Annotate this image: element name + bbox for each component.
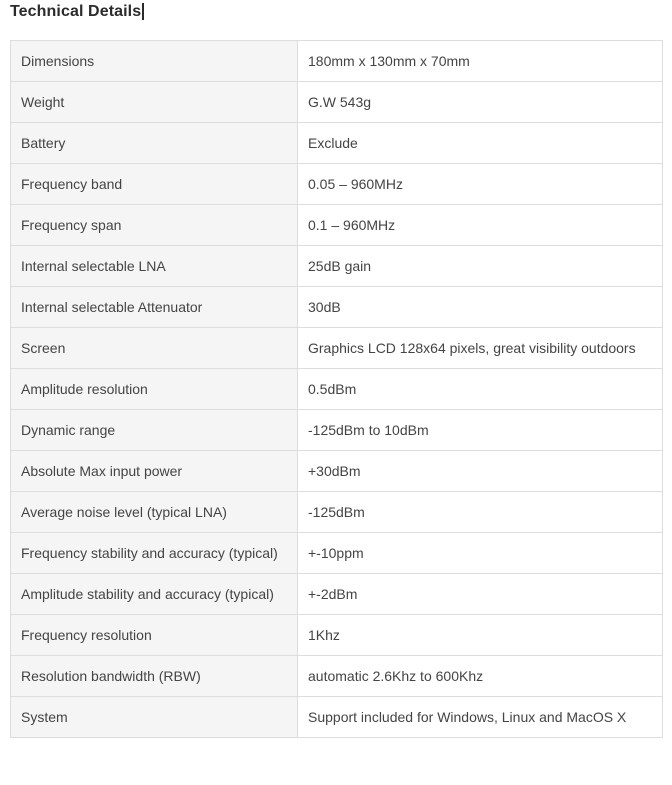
spec-label-cell: Frequency span (11, 205, 298, 246)
spec-label-cell: System (11, 697, 298, 738)
table-row (11, 41, 663, 82)
spec-value-cell: Support included for Windows, Linux and MacOS X (298, 697, 663, 738)
spec-value-cell: Graphics LCD 128x64 pixels, great visibility outdoors (298, 328, 663, 369)
spec-label-cell: Weight (11, 82, 298, 123)
spec-value-cell: -125dBm to 10dBm (298, 410, 663, 451)
table-row (11, 574, 663, 615)
spec-label-cell: Frequency band (11, 164, 298, 205)
table-row (11, 492, 663, 533)
spec-value-cell: 0.1 – 960MHz (298, 205, 663, 246)
spec-value-cell: G.W 543g (298, 82, 663, 123)
spec-label-cell: Average noise level (typical LNA) (11, 492, 298, 533)
spec-label-cell: Battery (11, 123, 298, 164)
table-row (11, 451, 663, 492)
spec-label-cell: Internal selectable LNA (11, 246, 298, 287)
table-row (11, 615, 663, 656)
spec-value-cell: 0.5dBm (298, 369, 663, 410)
text-cursor (142, 3, 144, 20)
spec-label-cell: Frequency stability and accuracy (typical) (11, 533, 298, 574)
page-title-text: Technical Details (10, 3, 142, 20)
table-row (11, 656, 663, 697)
table-row (11, 287, 663, 328)
spec-label-cell: Amplitude resolution (11, 369, 298, 410)
spec-label-cell: Internal selectable Attenuator (11, 287, 298, 328)
table-row (11, 328, 663, 369)
technical-details-table (10, 40, 663, 738)
technical-details-table-body (11, 41, 663, 738)
page-title[interactable] (10, 2, 662, 22)
spec-value-cell: -125dBm (298, 492, 663, 533)
table-row (11, 205, 663, 246)
spec-value-cell: 0.05 – 960MHz (298, 164, 663, 205)
spec-value-cell: 1Khz (298, 615, 663, 656)
spec-value-cell: Exclude (298, 123, 663, 164)
table-row (11, 369, 663, 410)
spec-value-cell: +-2dBm (298, 574, 663, 615)
spec-value-cell: +30dBm (298, 451, 663, 492)
spec-value-cell: 25dB gain (298, 246, 663, 287)
table-row (11, 697, 663, 738)
table-row (11, 123, 663, 164)
spec-value-cell: +-10ppm (298, 533, 663, 574)
table-row (11, 533, 663, 574)
table-row (11, 410, 663, 451)
spec-label-cell: Dimensions (11, 41, 298, 82)
table-row (11, 246, 663, 287)
spec-label-cell: Resolution bandwidth (RBW) (11, 656, 298, 697)
spec-value-cell: 30dB (298, 287, 663, 328)
spec-label-cell: Amplitude stability and accuracy (typical) (11, 574, 298, 615)
spec-label-cell: Frequency resolution (11, 615, 298, 656)
spec-label-cell: Screen (11, 328, 298, 369)
spec-value-cell: 180mm x 130mm x 70mm (298, 41, 663, 82)
spec-value-cell: automatic 2.6Khz to 600Khz (298, 656, 663, 697)
spec-label-cell: Dynamic range (11, 410, 298, 451)
spec-label-cell: Absolute Max input power (11, 451, 298, 492)
table-row (11, 164, 663, 205)
table-row (11, 82, 663, 123)
